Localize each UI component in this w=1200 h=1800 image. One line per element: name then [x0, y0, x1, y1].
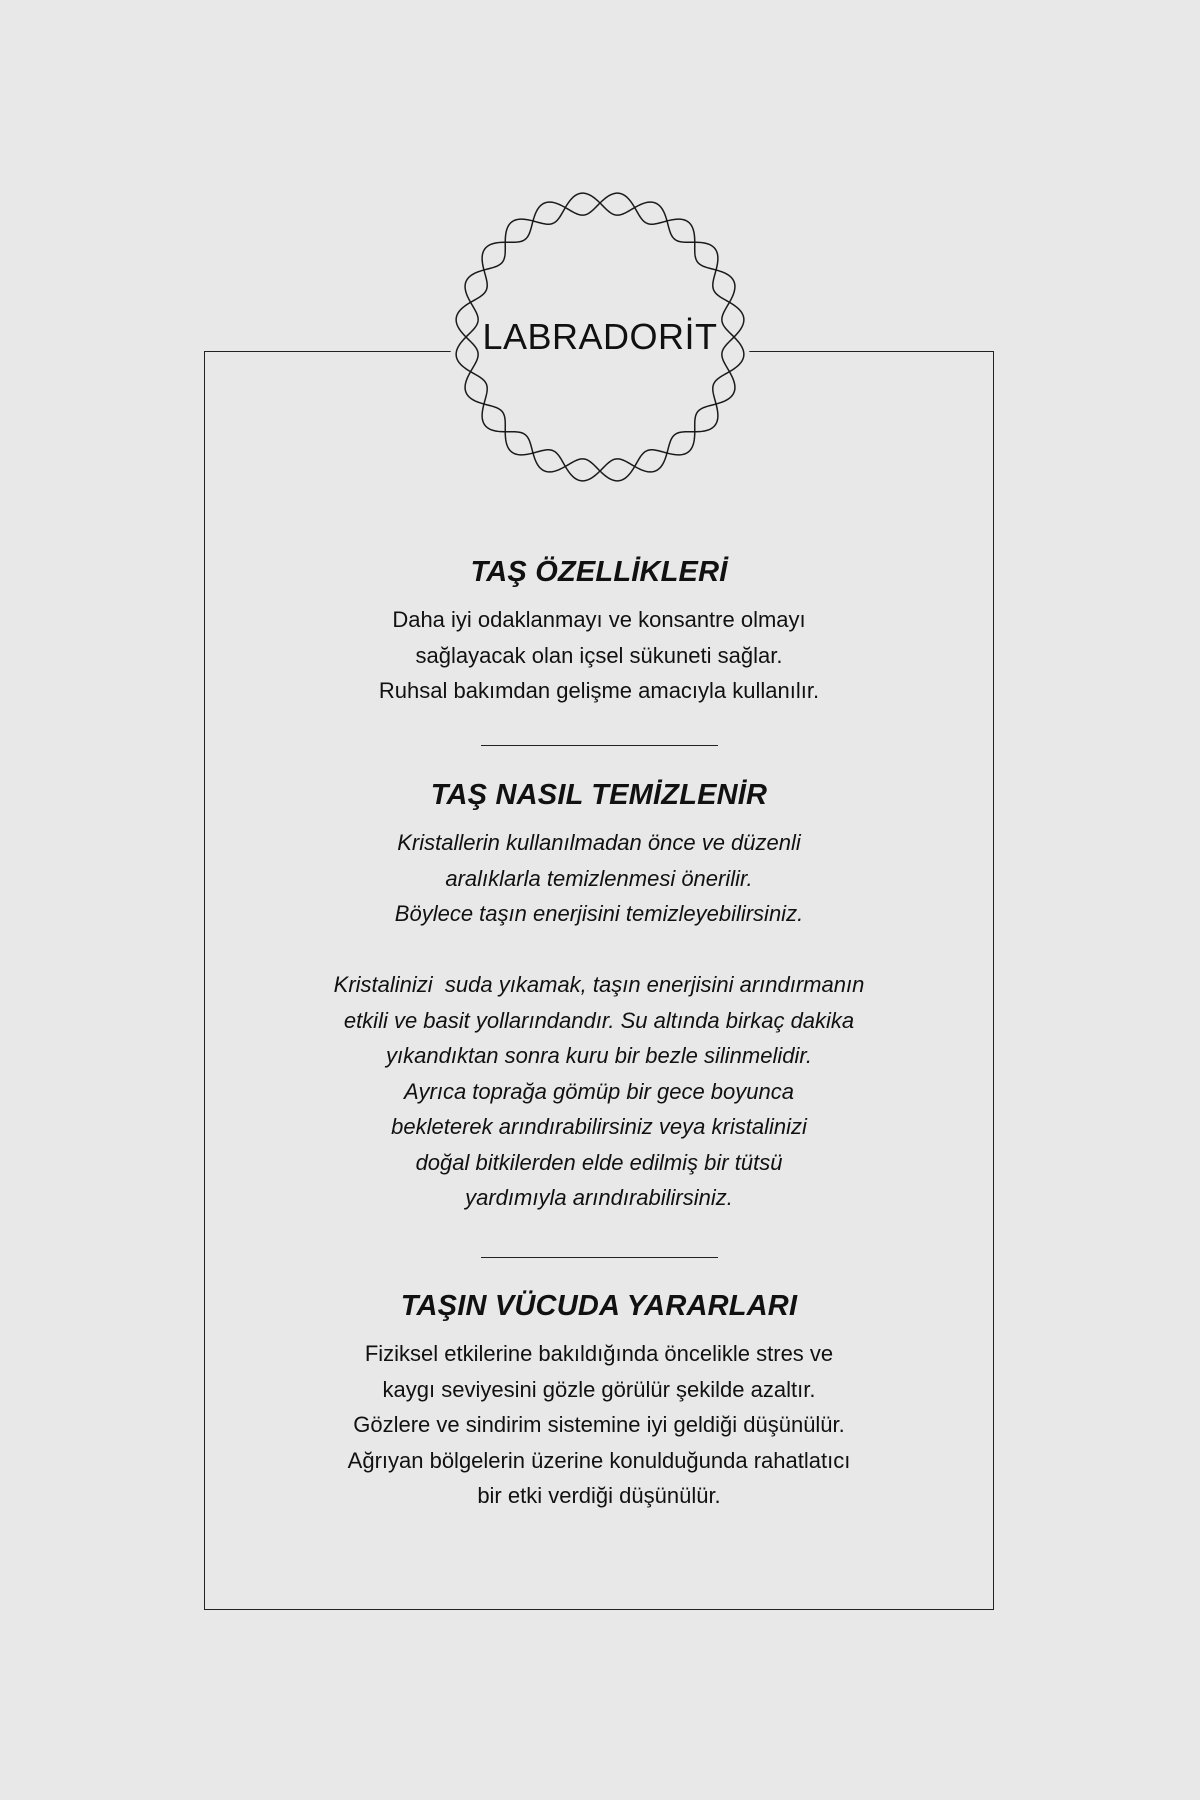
- text-line: Kristallerin kullanılmadan önce ve düzenli: [397, 830, 801, 855]
- section-cleaning: [204, 775, 994, 1216]
- title-emblem: [450, 187, 750, 487]
- text-line: Ağrıyan bölgelerin üzerine konulduğunda rahatlatıcı: [347, 1447, 851, 1473]
- text-line: Fiziksel etkilerine bakıldığında öncelikle stres ve: [364, 1341, 834, 1366]
- text-line: etkili ve basit yollarındandır. Su altında birkaç dakika: [343, 1007, 855, 1033]
- section-divider: [481, 745, 718, 746]
- section-body-benefits: [204, 1286, 994, 1514]
- paragraph-gap: [204, 932, 994, 968]
- section-heading: TAŞ ÖZELLİKLERİ: [470, 556, 728, 588]
- section-stone-properties: [204, 552, 994, 709]
- text-line: kaygı seviyesini gözle görülür şekilde azaltır.: [382, 1376, 816, 1402]
- text-line: sağlayacak olan içsel sükuneti sağlar.: [415, 642, 783, 668]
- text-line: aralıklarla temizlenmesi önerilir.: [445, 865, 753, 891]
- section-heading: TAŞIN VÜCUDA YARARLARI: [400, 1290, 798, 1322]
- text-line: Ruhsal bakımdan gelişme amacıyla kullanılır.: [378, 678, 820, 703]
- text-line: bir etki verdiği düşünülür.: [477, 1483, 721, 1508]
- text-line: Daha iyi odaklanmayı ve konsantre olmayı: [392, 607, 806, 632]
- text-line: bekleterek arındırabilirsiniz veya kristalinizi: [391, 1114, 807, 1139]
- text-line: Ayrıca toprağa gömüp bir gece boyunca: [404, 1078, 794, 1104]
- text-line: yıkandıktan sonra kuru bir bezle silinmelidir.: [386, 1043, 812, 1068]
- text-line: Böylece taşın enerjisini temizleyebilirsiniz.: [394, 901, 804, 926]
- text-line: Kristalinizi suda yıkamak, taşın enerjisini arındırmanın: [333, 972, 865, 997]
- section-text: [204, 1336, 994, 1514]
- section-heading: TAŞ NASIL TEMİZLENİR: [430, 779, 768, 811]
- page-title: LABRADORİT: [482, 316, 718, 357]
- text-line: yardımıyla arındırabilirsiniz.: [465, 1185, 733, 1210]
- section-text: [204, 825, 994, 1216]
- section-divider: [481, 1257, 718, 1258]
- text-line: doğal bitkilerden elde edilmiş bir tütsü: [415, 1149, 783, 1175]
- section-text: [204, 602, 994, 709]
- text-line: Gözlere ve sindirim sistemine iyi geldiği düşünülür.: [353, 1412, 845, 1437]
